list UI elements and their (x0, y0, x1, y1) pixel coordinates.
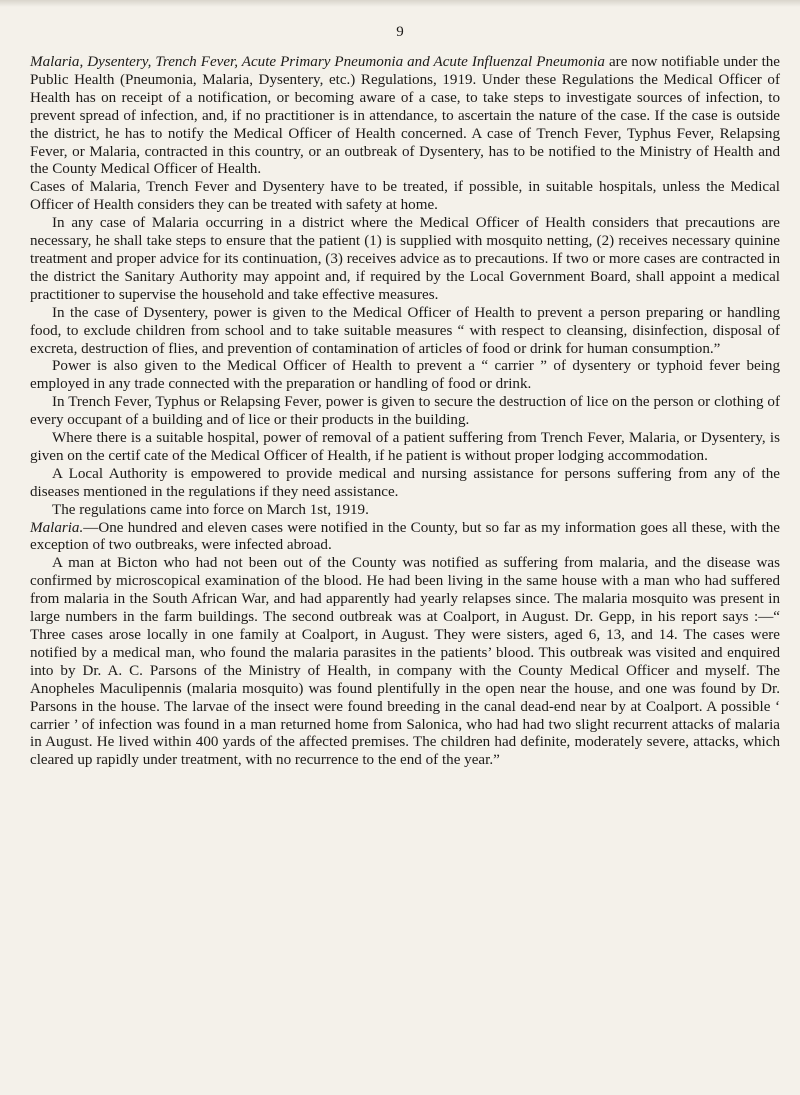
paragraph-lice-destruction (30, 394, 780, 430)
paragraph-outbreaks (30, 555, 780, 770)
paragraph-dysentery-powers (30, 305, 780, 359)
paragraph-text: are now notifiable under the Public Health (Pneumonia, Malaria, Dysentery, etc.) Regulations, 1919. Under these Regulations the Medical Officer of Health has on receipt of a notification, or becoming aware of a case, to take steps to investigate sources of infection, to prevent spread of infection, and, if no practitioner is in attendance, to ascertain the nature of the case. If the case is outside the district, he has to notify the Medical Officer of Health concerned. A case of Trench Fever, Typhus Fever, Relapsing Fever, or Malaria, contracted in this country, or an outbreak of Dysentery, has to be notified to the Ministry of Health and the County Medical Officer of Health. (30, 54, 781, 178)
paragraph-text: In the case of Dysentery, power is given to the Medical Officer of Health to prevent a person preparing or handling food, to exclude children from school and to take suitable measures “ with respect to cleansing, disinfection, disposal of excreta, destruction of flies, and prevention of contamination of articles of food or drink for human consumption.” (30, 304, 780, 357)
page-number: 9 (396, 24, 404, 40)
paragraph-lead-italic: Malaria. (30, 519, 84, 536)
paragraph-hospital-treatment (30, 179, 780, 215)
page-edge (0, 0, 800, 7)
paragraph-text: In any case of Malaria occurring in a district where the Medical Officer of Health considers that precautions are necessary, he shall take steps to ensure that the patient (1) is supplied with mosquito netting, (2) receives necessary quinine treatment and proper advice for its continuation, (3) receives advice as to precautions. If two or more cases are contracted in the district the Sanitary Authority may appoint and, if required by the Local Government Board, shall appoint a medical practitioner to supervise the household and take effective measures. (30, 215, 780, 303)
paragraph-carrier (30, 358, 780, 394)
paragraph-text: A Local Authority is empowered to provide medical and nursing assistance for persons suffering from any of the diseases mentioned in the regulations if they need assistance. (30, 465, 780, 500)
paragraph-malaria-cases (30, 520, 780, 556)
paragraph-text: Cases of Malaria, Trench Fever and Dysentery have to be treated, if possible, in suitable hospitals, unless the Medical Officer of Health considers they can be treated with safety at home. (30, 179, 780, 214)
paragraph-text: —One hundred and eleven cases were notified in the County, but so far as my information goes all these, with the exception of two outbreaks, were infected abroad. (30, 519, 780, 554)
paragraph-malaria-precautions (30, 215, 780, 305)
paragraph-text: A man at Bicton who had not been out of the County was notified as suffering from malaria, and the disease was confirmed by microscopical examination of the blood. He had been living in the same house with a man who had suffered from malaria in the South African War, and had apparently had yearly relapses since. The malaria mosquito was present in large numbers in the farm buildings. The second outbreak was at Coalport, in August. Dr. Gepp, in his report says :—“ Three cases arose locally in one family at Coalport, in August. They were sisters, aged 6, 13, and 14. The cases were notified by a medical man, who found the malaria parasites in the patients’ blood. This outbreak was visited and enquired into by Dr. A. C. Parsons of the Ministry of Health, in company with the County Medical Officer and myself. The Anopheles Maculipennis (malaria mosquito) was found plentifully in the open near the house, and one was found by Dr. Parsons in the house. The larvae of the insect were found breeding in the canal dead-end near by at Coalport. A possible ‘ carrier ’ of infection was found in a man returned home from Salonica, who had had two slight recurrent attacks of malaria in August. He lived within 400 yards of the affected premises. The children had definite, moderately severe, attacks, which cleared up rapidly under treatment, with no recurrence to the end of the year.” (30, 555, 780, 769)
paragraph-text: Where there is a suitable hospital, power of removal of a patient suffering from Trench Fever, Malaria, or Dysentery, is given on the certif cate of the Medical Officer of Health, if he patient is without proper lodging accommodation. (30, 430, 780, 464)
paragraph-text: Power is also given to the Medical Officer of Health to prevent a “ carrier ” of dysentery or typhoid fever being employed in any trade connected with the preparation or handling of food or drink. (30, 358, 780, 393)
paragraph-text: The regulations came into force on March 1st, 1919. (52, 501, 369, 518)
paragraph-removal (30, 430, 780, 466)
body-text (30, 54, 780, 770)
paragraph-text: In Trench Fever, Typhus or Relapsing Fever, power is given to secure the destruction of lice on the person or clothing of every occupant of a building and of lice or their products in the building. (30, 394, 780, 429)
paragraph-lead-italic: Malaria, Dysentery, Trench Fever, Acute Primary Pneumonia and Acute Influenzal Pneumonia (30, 54, 605, 70)
paragraph-nursing-assistance (30, 466, 780, 502)
paragraph-notifiable-diseases (30, 54, 780, 179)
paragraph-regulations-date (30, 502, 780, 520)
